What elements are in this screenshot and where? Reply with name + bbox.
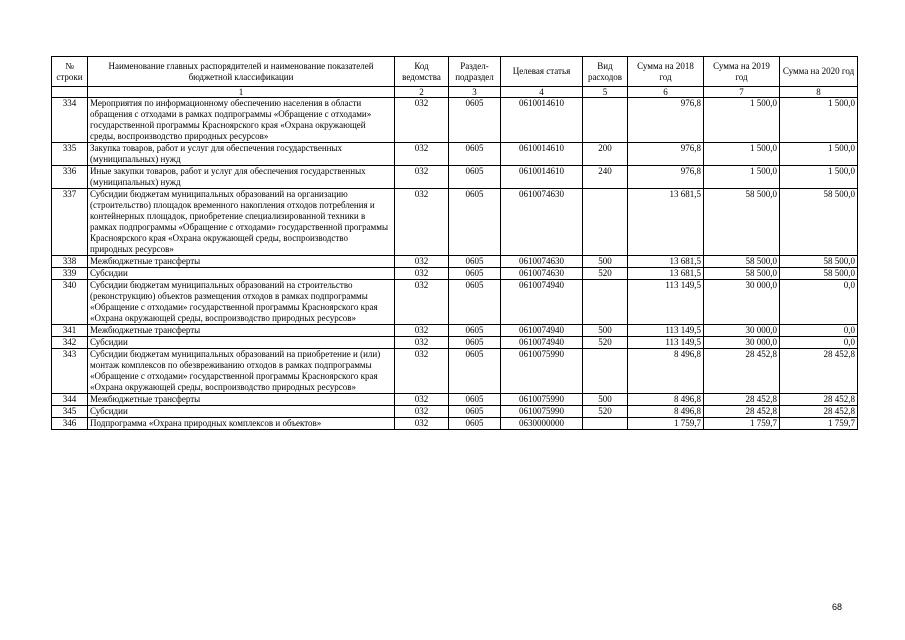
cell-sum-2018: 8 496,8 [628,406,704,418]
cell-department-code: 032 [395,143,449,166]
page-number: 68 [832,602,843,612]
cell-section: 0605 [449,349,501,394]
column-number: 2 [395,87,449,98]
cell-department-code: 032 [395,406,449,418]
cell-sum-2018: 976,8 [628,143,704,166]
table-row [52,166,858,189]
cell-sum-2018: 13 681,5 [628,189,704,256]
cell-sum-2018: 113 149,5 [628,337,704,349]
cell-sum-2020: 1 759,7 [780,418,858,430]
column-number-blank [52,87,88,98]
cell-section: 0605 [449,325,501,337]
cell-expense-type [583,189,628,256]
budget-table [51,56,858,430]
table-row [52,256,858,268]
cell-expense-type: 240 [583,166,628,189]
table-row [52,418,858,430]
table-row [52,406,858,418]
cell-target-article: 0610074940 [501,280,583,325]
table-row [52,325,858,337]
cell-sum-2020: 58 500,0 [780,256,858,268]
header-sum-2019: Сумма на 2019 год [704,57,780,87]
cell-sum-2020: 0,0 [780,337,858,349]
header-row [52,57,858,87]
column-number: 7 [704,87,780,98]
header-row-number: № строки [52,57,88,87]
cell-target-article: 0610014610 [501,166,583,189]
cell-target-article: 0610014610 [501,98,583,143]
column-number: 5 [583,87,628,98]
cell-sum-2020: 28 452,8 [780,394,858,406]
cell-row-number: 335 [52,143,88,166]
cell-sum-2018: 113 149,5 [628,325,704,337]
cell-sum-2019: 28 452,8 [704,406,780,418]
cell-department-code: 032 [395,349,449,394]
header-sum-2020: Сумма на 2020 год [780,57,858,87]
header-target-article: Целевая статья [501,57,583,87]
cell-sum-2020: 0,0 [780,325,858,337]
cell-department-code: 032 [395,325,449,337]
cell-row-number: 340 [52,280,88,325]
cell-sum-2019: 58 500,0 [704,268,780,280]
cell-sum-2019: 28 452,8 [704,349,780,394]
cell-expense-type: 500 [583,394,628,406]
cell-section: 0605 [449,418,501,430]
table-row [52,337,858,349]
cell-sum-2019: 28 452,8 [704,394,780,406]
cell-name: Субсидии бюджетам муниципальных образований на организацию (строительство) площадок временного накопления отходов потребления и контейнерных площадок, приобретение специализированной техники в рамках подпрограммы «Обращение с отходами» государственной программы Красноярского края «Охрана окружающей среды, воспроизводство природных ресурсов» [88,189,395,256]
cell-target-article: 0610075990 [501,349,583,394]
cell-sum-2020: 1 500,0 [780,166,858,189]
cell-expense-type: 200 [583,143,628,166]
cell-sum-2020: 28 452,8 [780,349,858,394]
cell-sum-2019: 1 500,0 [704,166,780,189]
cell-row-number: 339 [52,268,88,280]
cell-expense-type: 520 [583,337,628,349]
cell-target-article: 0610074940 [501,337,583,349]
cell-row-number: 344 [52,394,88,406]
cell-name: Подпрограмма «Охрана природных комплексов и объектов» [88,418,395,430]
column-number: 6 [628,87,704,98]
cell-sum-2019: 1 500,0 [704,143,780,166]
cell-row-number: 346 [52,418,88,430]
cell-sum-2019: 58 500,0 [704,256,780,268]
cell-sum-2020: 58 500,0 [780,268,858,280]
cell-section: 0605 [449,406,501,418]
cell-section: 0605 [449,280,501,325]
table-row [52,349,858,394]
cell-section: 0605 [449,143,501,166]
cell-sum-2020: 0,0 [780,280,858,325]
table-body [52,98,858,430]
cell-sum-2018: 8 496,8 [628,349,704,394]
cell-name: Закупка товаров, работ и услуг для обеспечения государственных (муниципальных) нужд [88,143,395,166]
cell-row-number: 341 [52,325,88,337]
cell-section: 0605 [449,337,501,349]
cell-sum-2020: 1 500,0 [780,143,858,166]
cell-expense-type [583,98,628,143]
cell-target-article: 0610075990 [501,394,583,406]
cell-expense-type [583,418,628,430]
cell-department-code: 032 [395,337,449,349]
cell-sum-2020: 28 452,8 [780,406,858,418]
cell-row-number: 343 [52,349,88,394]
cell-sum-2019: 30 000,0 [704,280,780,325]
table-row [52,280,858,325]
column-number: 4 [501,87,583,98]
header-sum-2018: Сумма на 2018 год [628,57,704,87]
cell-name: Иные закупки товаров, работ и услуг для обеспечения государственных (муниципальных) нужд [88,166,395,189]
cell-department-code: 032 [395,256,449,268]
column-number: 3 [449,87,501,98]
column-number-row [52,87,858,98]
cell-name: Мероприятия по информационному обеспечению населения в области обращения с отходами в рамках подпрограммы «Обращение с отходами» государственной программы Красноярского края «Охрана окружающей среды, воспроизводство природных ресурсов» [88,98,395,143]
cell-expense-type [583,280,628,325]
cell-row-number: 345 [52,406,88,418]
cell-row-number: 338 [52,256,88,268]
cell-row-number: 342 [52,337,88,349]
cell-section: 0605 [449,394,501,406]
cell-sum-2019: 1 759,7 [704,418,780,430]
column-number: 8 [780,87,858,98]
cell-department-code: 032 [395,268,449,280]
cell-department-code: 032 [395,418,449,430]
table-row [52,98,858,143]
cell-name: Субсидии [88,406,395,418]
cell-department-code: 032 [395,189,449,256]
cell-expense-type: 500 [583,325,628,337]
header-department-code: Код ведомства [395,57,449,87]
cell-sum-2018: 976,8 [628,166,704,189]
cell-section: 0605 [449,256,501,268]
cell-sum-2019: 58 500,0 [704,189,780,256]
cell-name: Субсидии [88,337,395,349]
cell-sum-2018: 8 496,8 [628,394,704,406]
cell-target-article: 0610074630 [501,256,583,268]
cell-sum-2018: 13 681,5 [628,256,704,268]
table-row [52,143,858,166]
cell-expense-type: 500 [583,256,628,268]
cell-expense-type: 520 [583,268,628,280]
cell-target-article: 0610074940 [501,325,583,337]
cell-section: 0605 [449,98,501,143]
cell-name: Субсидии бюджетам муниципальных образований на строительство (реконструкцию) объектов размещения отходов в рамках подпрограммы «Обращение с отходами» государственной программы Красноярского края «Охрана окружающей среды, воспроизводство природных ресурсов» [88,280,395,325]
cell-section: 0605 [449,189,501,256]
cell-name: Межбюджетные трансферты [88,325,395,337]
cell-department-code: 032 [395,98,449,143]
cell-target-article: 0610075990 [501,406,583,418]
cell-name: Субсидии бюджетам муниципальных образований на приобретение и (или) монтаж комплексов по обезвреживанию отходов в рамках подпрограммы «Обращение с отходами» государственной программы Красноярского края «Охрана окружающей среды, воспроизводство природных ресурсов» [88,349,395,394]
cell-expense-type: 520 [583,406,628,418]
cell-section: 0605 [449,268,501,280]
header-expense-type: Вид расходов [583,57,628,87]
cell-department-code: 032 [395,166,449,189]
cell-row-number: 336 [52,166,88,189]
cell-department-code: 032 [395,394,449,406]
cell-name: Межбюджетные трансферты [88,394,395,406]
cell-sum-2019: 30 000,0 [704,337,780,349]
cell-target-article: 0610014610 [501,143,583,166]
table-row [52,189,858,256]
cell-expense-type [583,349,628,394]
table-row [52,394,858,406]
column-number: 1 [88,87,395,98]
cell-sum-2019: 30 000,0 [704,325,780,337]
cell-sum-2020: 58 500,0 [780,189,858,256]
cell-row-number: 337 [52,189,88,256]
cell-target-article: 0610074630 [501,268,583,280]
table-row [52,268,858,280]
cell-sum-2018: 13 681,5 [628,268,704,280]
cell-sum-2018: 1 759,7 [628,418,704,430]
header-name: Наименование главных распорядителей и наименование показателей бюджетной классификации [88,57,395,87]
cell-name: Субсидии [88,268,395,280]
cell-sum-2019: 1 500,0 [704,98,780,143]
cell-section: 0605 [449,166,501,189]
header-section: Раздел-подраздел [449,57,501,87]
cell-sum-2018: 976,8 [628,98,704,143]
cell-sum-2018: 113 149,5 [628,280,704,325]
cell-sum-2020: 1 500,0 [780,98,858,143]
cell-department-code: 032 [395,280,449,325]
cell-target-article: 0610074630 [501,189,583,256]
cell-target-article: 0630000000 [501,418,583,430]
cell-name: Межбюджетные трансферты [88,256,395,268]
cell-row-number: 334 [52,98,88,143]
